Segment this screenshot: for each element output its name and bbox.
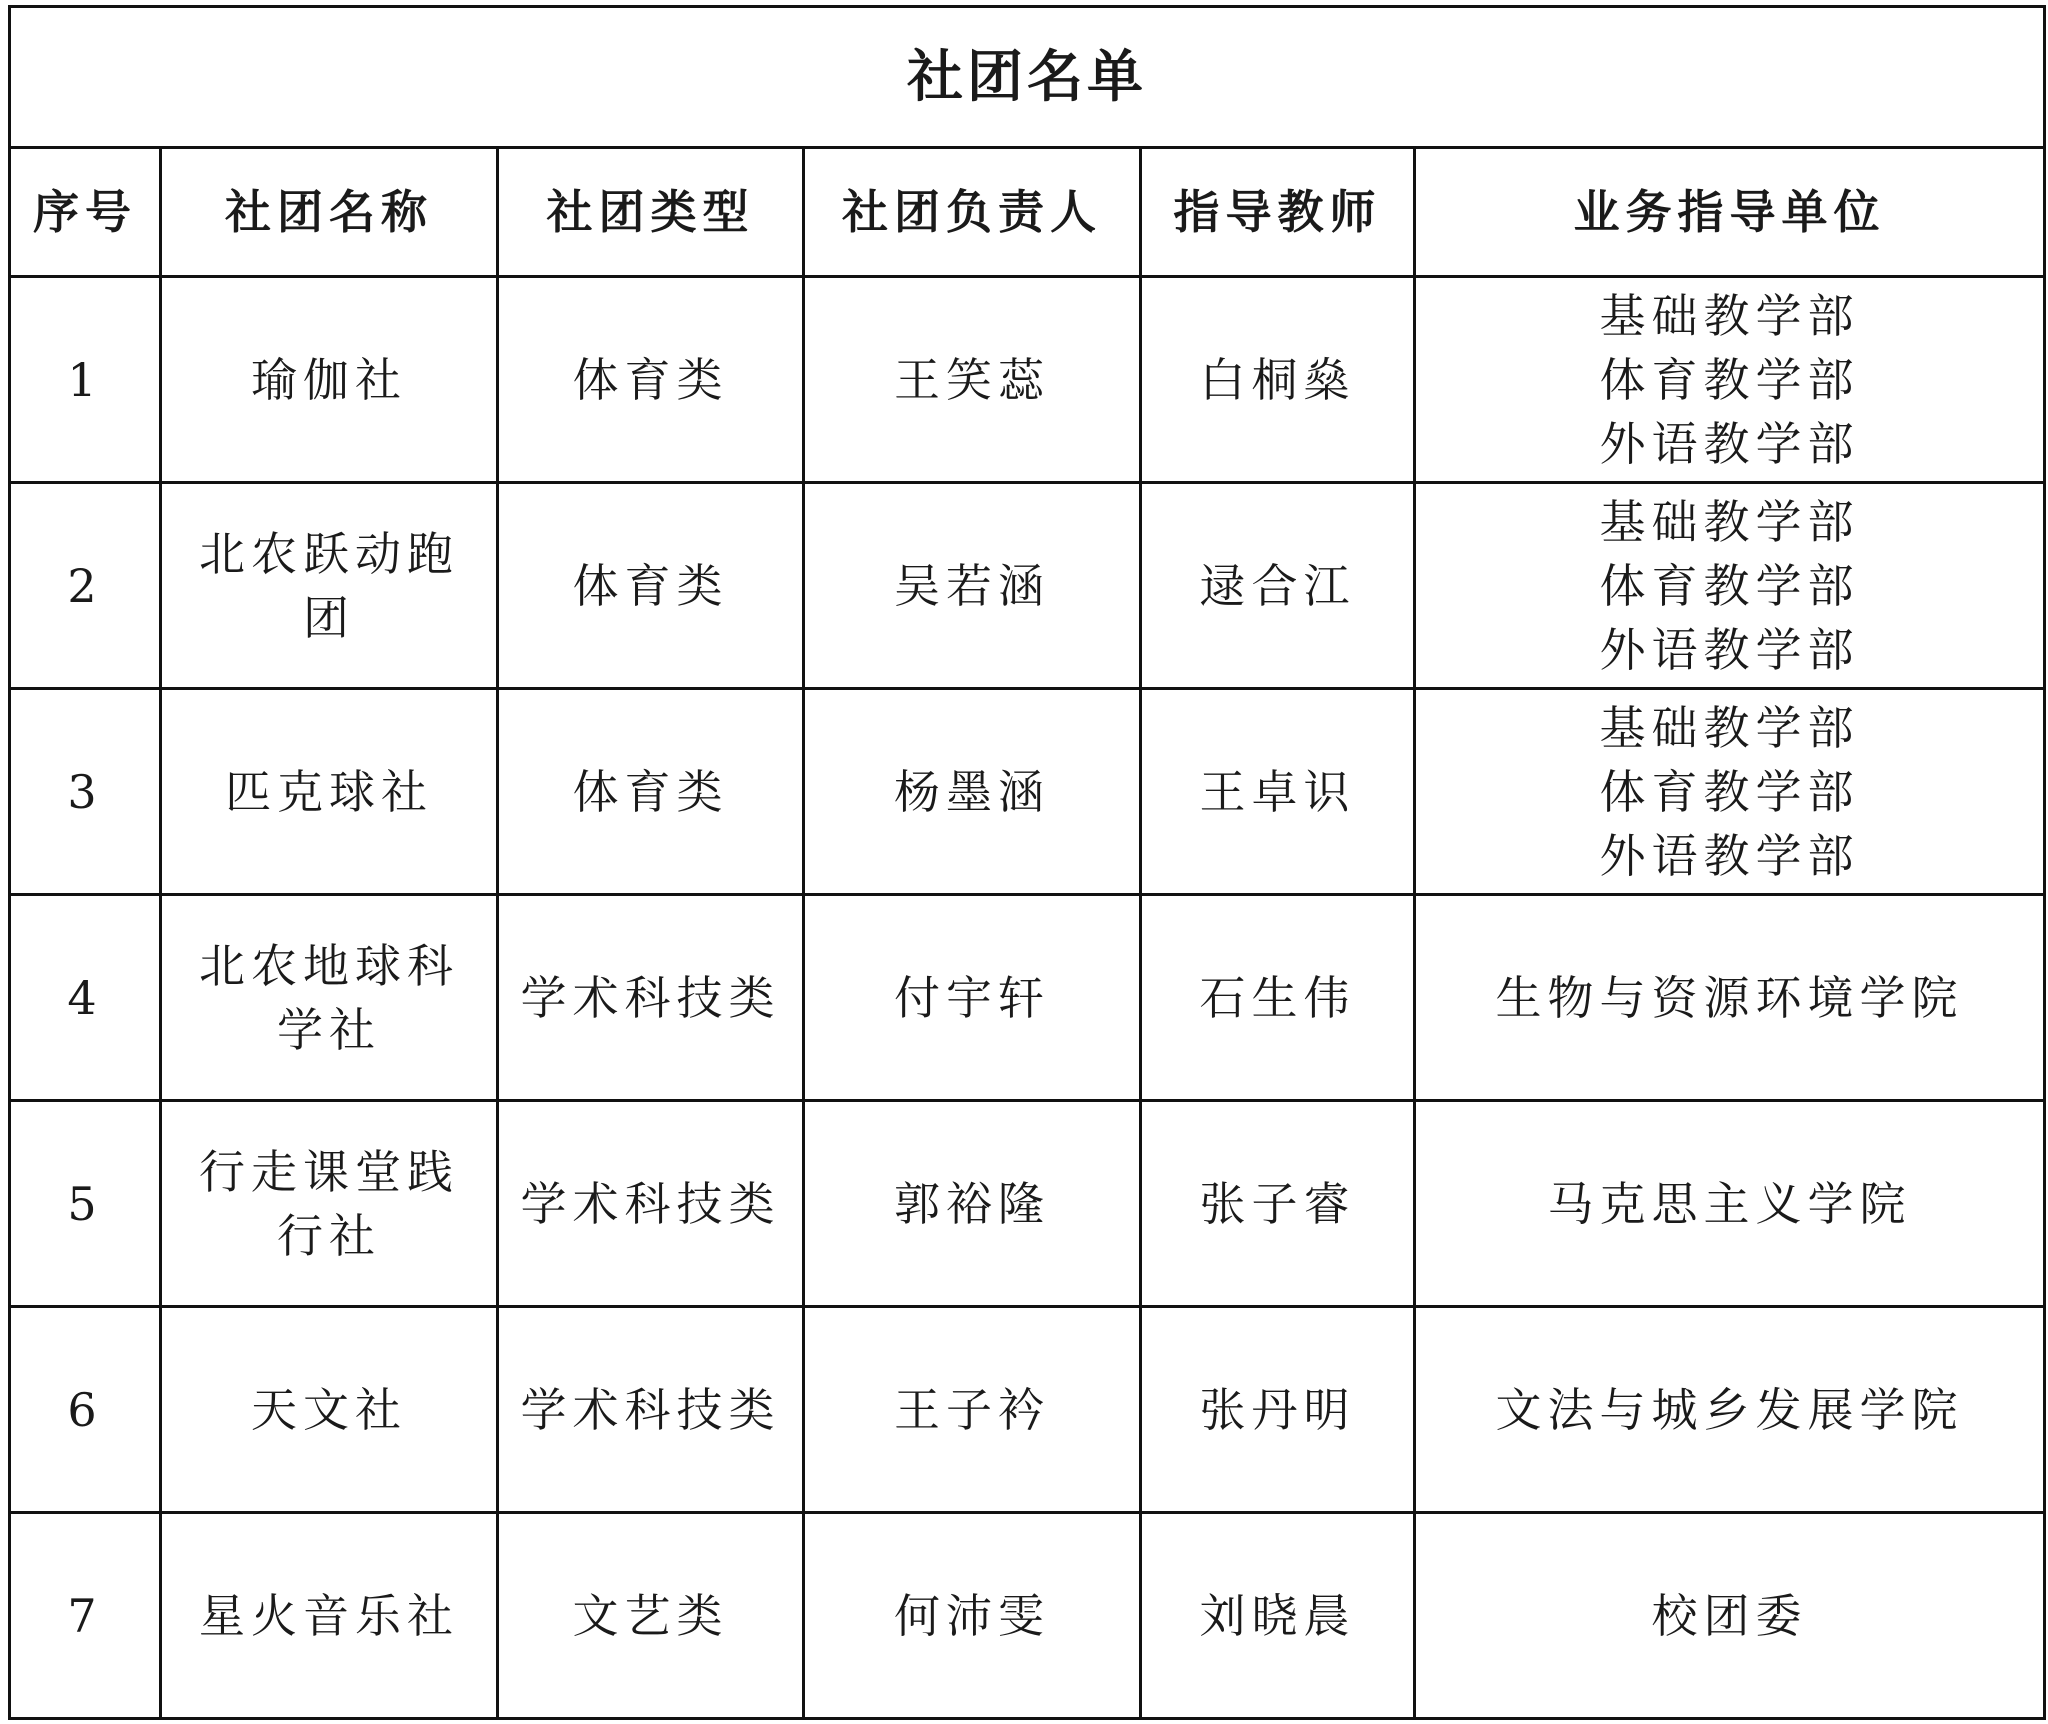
cell-club-type: 体育类 <box>498 483 804 689</box>
cell-club-name <box>161 483 498 689</box>
cell-advisor: 石生伟 <box>1141 895 1415 1101</box>
cell-advisor: 逯合江 <box>1141 483 1415 689</box>
cell-supervising-unit-line: 校团委 <box>1651 1588 1808 1643</box>
cell-club-name <box>161 1513 498 1719</box>
cell-club-type: 学术科技类 <box>498 895 804 1101</box>
cell-club-leader: 吴若涵 <box>804 483 1141 689</box>
column-header-supervising-unit: 业务指导单位 <box>1415 148 2045 277</box>
cell-club-name-line: 行社 <box>277 1208 381 1263</box>
cell-club-leader: 郭裕隆 <box>804 1101 1141 1307</box>
cell-number: 1 <box>10 277 161 483</box>
cell-supervising-unit-line: 外语教学部 <box>1599 416 1860 471</box>
cell-supervising-unit-line: 生物与资源环境学院 <box>1495 970 1964 1025</box>
cell-club-name <box>161 1307 498 1513</box>
cell-club-name-line: 瑜伽社 <box>251 352 407 407</box>
cell-supervising-unit <box>1415 1101 2045 1307</box>
table-row <box>10 483 2045 689</box>
table-body <box>10 277 2045 1719</box>
cell-club-type: 文艺类 <box>498 1513 804 1719</box>
cell-supervising-unit <box>1415 895 2045 1101</box>
cell-club-name-line: 星火音乐社 <box>199 1588 459 1643</box>
cell-number: 7 <box>10 1513 161 1719</box>
cell-supervising-unit-line: 外语教学部 <box>1599 828 1860 883</box>
table-title: 社团名单 <box>10 7 2045 148</box>
column-header-advisor: 指导教师 <box>1141 148 1415 277</box>
cell-club-name-line: 北农跃动跑 <box>199 526 459 581</box>
cell-club-leader: 杨墨涵 <box>804 689 1141 895</box>
cell-club-leader: 何沛雯 <box>804 1513 1141 1719</box>
cell-club-leader: 王笑蕊 <box>804 277 1141 483</box>
cell-supervising-unit-line: 体育教学部 <box>1599 352 1860 407</box>
cell-supervising-unit-line: 基础教学部 <box>1599 700 1860 755</box>
table-row <box>10 895 2045 1101</box>
cell-supervising-unit-line: 基础教学部 <box>1599 288 1860 343</box>
table-row <box>10 1101 2045 1307</box>
cell-club-leader: 王子衿 <box>804 1307 1141 1513</box>
cell-supervising-unit <box>1415 483 2045 689</box>
table-row <box>10 1307 2045 1513</box>
cell-supervising-unit-line: 基础教学部 <box>1599 494 1860 549</box>
table-row <box>10 277 2045 483</box>
column-header-club-name: 社团名称 <box>161 148 498 277</box>
cell-club-type: 学术科技类 <box>498 1307 804 1513</box>
cell-supervising-unit-line: 文法与城乡发展学院 <box>1495 1382 1964 1437</box>
cell-supervising-unit-line: 体育教学部 <box>1599 558 1860 613</box>
cell-club-name-line: 天文社 <box>251 1382 407 1437</box>
cell-supervising-unit <box>1415 689 2045 895</box>
table-row <box>10 1513 2045 1719</box>
cell-club-name-line: 匹克球社 <box>225 764 433 819</box>
header-row <box>10 148 2045 277</box>
cell-club-type: 体育类 <box>498 277 804 483</box>
cell-club-name <box>161 1101 498 1307</box>
cell-number: 6 <box>10 1307 161 1513</box>
cell-club-type: 学术科技类 <box>498 1101 804 1307</box>
cell-advisor: 白桐燊 <box>1141 277 1415 483</box>
cell-club-name-line: 学社 <box>277 1002 381 1057</box>
cell-supervising-unit-line: 马克思主义学院 <box>1547 1176 1912 1231</box>
cell-club-name <box>161 277 498 483</box>
cell-advisor: 王卓识 <box>1141 689 1415 895</box>
cell-advisor: 张子睿 <box>1141 1101 1415 1307</box>
cell-club-name-line: 行走课堂践 <box>199 1144 459 1199</box>
cell-advisor: 刘晓晨 <box>1141 1513 1415 1719</box>
cell-club-type: 体育类 <box>498 689 804 895</box>
cell-club-name <box>161 895 498 1101</box>
cell-club-name-line: 团 <box>303 590 355 645</box>
cell-advisor: 张丹明 <box>1141 1307 1415 1513</box>
cell-number: 3 <box>10 689 161 895</box>
cell-number: 5 <box>10 1101 161 1307</box>
cell-club-name <box>161 689 498 895</box>
cell-supervising-unit-line: 体育教学部 <box>1599 764 1860 819</box>
club-roster-table <box>8 5 2046 1720</box>
club-roster-sheet <box>8 5 2043 1713</box>
cell-supervising-unit <box>1415 1513 2045 1719</box>
cell-club-leader: 付宇轩 <box>804 895 1141 1101</box>
column-header-number: 序号 <box>10 148 161 277</box>
cell-number: 2 <box>10 483 161 689</box>
cell-supervising-unit <box>1415 1307 2045 1513</box>
cell-supervising-unit-line: 外语教学部 <box>1599 622 1860 677</box>
cell-club-name-line: 北农地球科 <box>199 938 459 993</box>
cell-number: 4 <box>10 895 161 1101</box>
column-header-club-leader: 社团负责人 <box>804 148 1141 277</box>
cell-supervising-unit <box>1415 277 2045 483</box>
column-header-club-type: 社团类型 <box>498 148 804 277</box>
table-row <box>10 689 2045 895</box>
